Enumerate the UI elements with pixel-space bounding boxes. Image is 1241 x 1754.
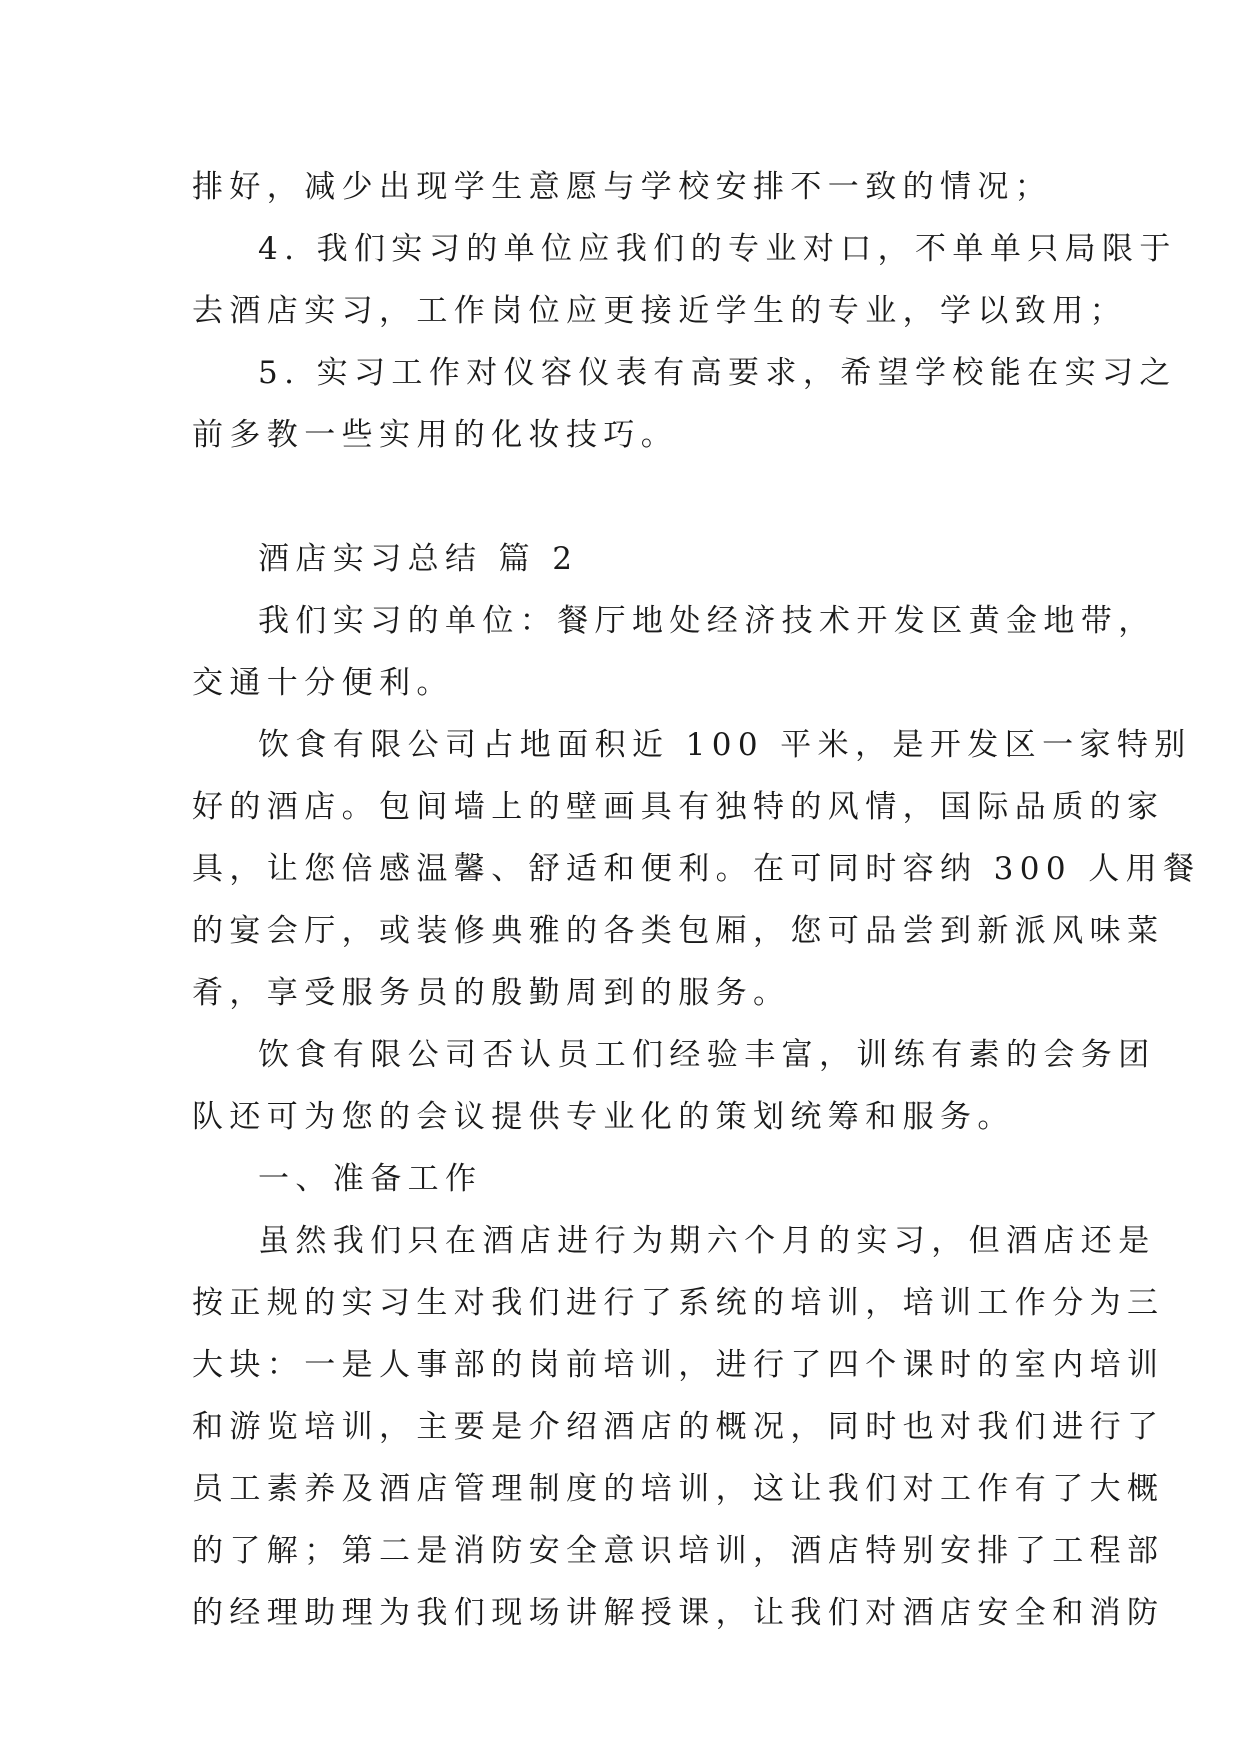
- text-line: 好的酒店。包间墙上的壁画具有独特的风情，国际品质的家: [192, 789, 1165, 825]
- paragraph-line: 饮食有限公司否认员工们经验丰富，训练有素的会务团: [258, 1037, 1156, 1073]
- text-line: 大块：一是人事部的岗前培训，进行了四个课时的室内培训: [192, 1347, 1165, 1383]
- text-line: 排好，减少出现学生意愿与学校安排不一致的情况；: [192, 169, 1053, 205]
- section-title: 酒店实习总结 篇 2: [258, 541, 579, 577]
- text-line: 前多教一些实用的化妆技巧。: [192, 417, 679, 453]
- paragraph-line: 饮食有限公司占地面积近 100 平米，是开发区一家特别: [258, 727, 1192, 763]
- paragraph-line: 虽然我们只在酒店进行为期六个月的实习，但酒店还是: [258, 1223, 1156, 1259]
- text-line: 队还可为您的会议提供专业化的策划统筹和服务。: [192, 1099, 1015, 1135]
- section-gap: [192, 466, 1052, 528]
- text-line: 的经理助理为我们现场讲解授课，让我们对酒店安全和消防: [192, 1595, 1165, 1631]
- text-line: 按正规的实习生对我们进行了系统的培训，培训工作分为三: [192, 1285, 1165, 1321]
- list-item-5: 5. 实习工作对仪容仪表有高要求，希望学校能在实习之: [258, 355, 1177, 391]
- text-line: 具，让您倍感温馨、舒适和便利。在可同时容纳 300 人用餐: [192, 851, 1201, 887]
- text-line: 去酒店实习，工作岗位应更接近学生的专业，学以致用；: [192, 293, 1127, 329]
- text-line: 的了解；第二是消防安全意识培训，酒店特别安排了工程部: [192, 1533, 1165, 1569]
- text-line: 肴，享受服务员的殷勤周到的服务。: [192, 975, 791, 1011]
- list-item-4: 4. 我们实习的单位应我们的专业对口，不单单只局限于: [258, 231, 1177, 267]
- text-line: 交通十分便利。: [192, 665, 454, 701]
- text-line: 的宴会厅，或装修典雅的各类包厢，您可品尝到新派风味菜: [192, 913, 1165, 949]
- subsection-heading: 一、准备工作: [258, 1161, 483, 1197]
- text-line: 和游览培训，主要是介绍酒店的概况，同时也对我们进行了: [192, 1409, 1165, 1445]
- document-page: [192, 156, 1201, 1644]
- text-line: 员工素养及酒店管理制度的培训，这让我们对工作有了大概: [192, 1471, 1165, 1507]
- paragraph-line: 我们实习的单位：餐厅地处经济技术开发区黄金地带，: [258, 603, 1156, 639]
